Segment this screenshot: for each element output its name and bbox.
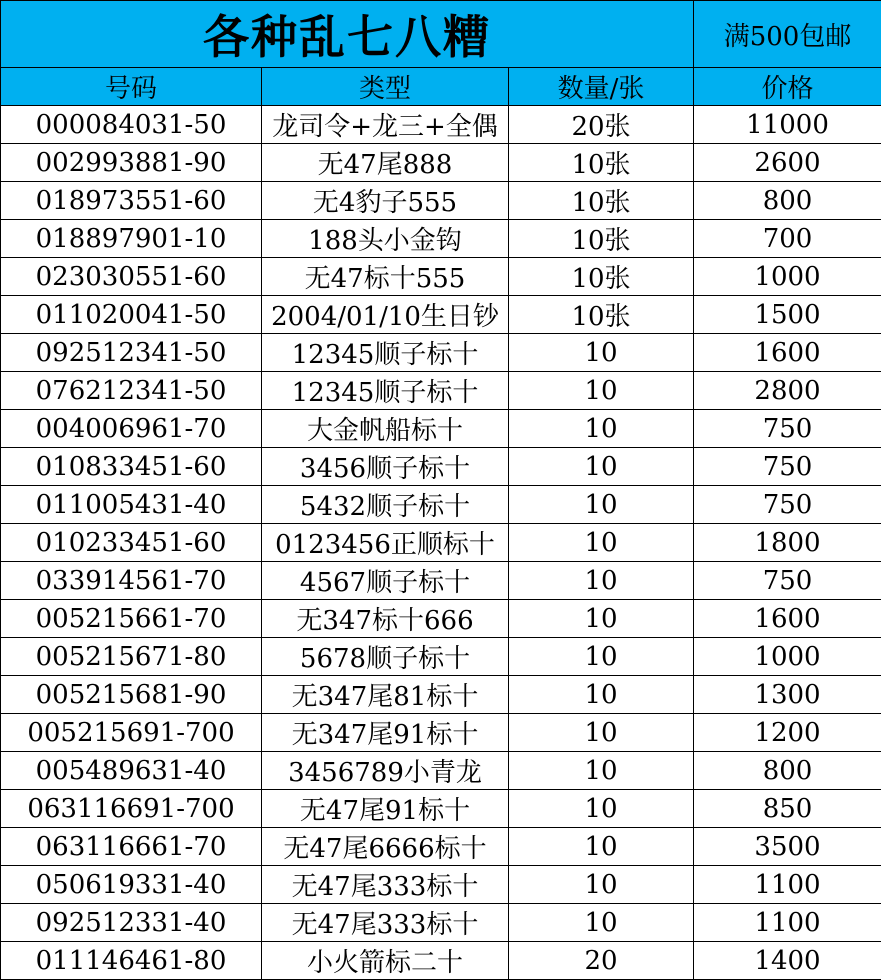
table-title [1, 1, 694, 68]
cell-price: 1100 [694, 904, 881, 942]
cell-number: 063116661-70 [1, 828, 262, 866]
cell-quantity: 10 [509, 486, 694, 524]
cell-number: 010233451-60 [1, 524, 262, 562]
cell-number: 005489631-40 [1, 752, 262, 790]
table-row [1, 790, 881, 828]
table-row [1, 828, 881, 866]
cell-type: 龙司令+龙三+全偶 [262, 106, 509, 144]
cell-quantity: 10张 [509, 144, 694, 182]
cell-quantity: 20张 [509, 106, 694, 144]
cell-type: 0123456正顺标十 [262, 524, 509, 562]
cell-number: 005215681-90 [1, 676, 262, 714]
shipping-note [694, 1, 881, 68]
cell-type: 小火箭标二十 [262, 942, 509, 980]
cell-number: 005215671-80 [1, 638, 262, 676]
table-row [1, 296, 881, 334]
cell-quantity: 10 [509, 448, 694, 486]
cell-number: 092512341-50 [1, 334, 262, 372]
cell-number: 033914561-70 [1, 562, 262, 600]
cell-price: 1800 [694, 524, 881, 562]
cell-number: 011005431-40 [1, 486, 262, 524]
cell-number: 076212341-50 [1, 372, 262, 410]
cell-quantity: 10 [509, 904, 694, 942]
cell-type: 无4豹子555 [262, 182, 509, 220]
cell-number: 023030551-60 [1, 258, 262, 296]
cell-number: 050619331-40 [1, 866, 262, 904]
cell-type: 无47尾888 [262, 144, 509, 182]
table-row [1, 486, 881, 524]
cell-quantity: 10 [509, 676, 694, 714]
column-header-type: 类型 [262, 68, 509, 106]
table-row [1, 752, 881, 790]
table-row [1, 676, 881, 714]
cell-quantity: 10 [509, 828, 694, 866]
cell-type: 3456789小青龙 [262, 752, 509, 790]
cell-quantity: 10 [509, 334, 694, 372]
header-row [1, 68, 881, 106]
cell-number: 010833451-60 [1, 448, 262, 486]
cell-price: 2800 [694, 372, 881, 410]
cell-quantity: 10 [509, 752, 694, 790]
cell-type: 无47尾333标十 [262, 866, 509, 904]
cell-type: 3456顺子标十 [262, 448, 509, 486]
cell-quantity: 10 [509, 638, 694, 676]
cell-quantity: 10 [509, 790, 694, 828]
column-header-price: 价格 [694, 68, 881, 106]
cell-number: 005215661-70 [1, 600, 262, 638]
table-row [1, 638, 881, 676]
cell-quantity: 10张 [509, 220, 694, 258]
cell-number: 063116691-700 [1, 790, 262, 828]
cell-type: 12345顺子标十 [262, 372, 509, 410]
table-row [1, 524, 881, 562]
cell-price: 1400 [694, 942, 881, 980]
cell-price: 1200 [694, 714, 881, 752]
cell-type: 无47尾6666标十 [262, 828, 509, 866]
cell-type: 无347尾91标十 [262, 714, 509, 752]
cell-price: 3500 [694, 828, 881, 866]
cell-type: 无47标十555 [262, 258, 509, 296]
cell-quantity: 10 [509, 410, 694, 448]
cell-price: 850 [694, 790, 881, 828]
cell-price: 11000 [694, 106, 881, 144]
title-row [1, 1, 881, 68]
cell-price: 1300 [694, 676, 881, 714]
cell-quantity: 10 [509, 372, 694, 410]
cell-type: 2004/01/10生日钞 [262, 296, 509, 334]
cell-price: 1000 [694, 638, 881, 676]
cell-type: 5678顺子标十 [262, 638, 509, 676]
cell-price: 750 [694, 448, 881, 486]
table-row [1, 904, 881, 942]
cell-quantity: 10 [509, 600, 694, 638]
cell-quantity: 20 [509, 942, 694, 980]
cell-quantity: 10张 [509, 182, 694, 220]
table-row [1, 714, 881, 752]
cell-price: 1100 [694, 866, 881, 904]
table-row [1, 562, 881, 600]
cell-number: 005215691-700 [1, 714, 262, 752]
cell-price: 2600 [694, 144, 881, 182]
shipping-note-text: 满500包邮 [724, 22, 852, 52]
cell-number: 002993881-90 [1, 144, 262, 182]
cell-price: 750 [694, 410, 881, 448]
cell-price: 1600 [694, 600, 881, 638]
table-row [1, 410, 881, 448]
cell-quantity: 10 [509, 524, 694, 562]
cell-number: 018897901-10 [1, 220, 262, 258]
table-row [1, 182, 881, 220]
table-body [1, 106, 881, 980]
cell-price: 1500 [694, 296, 881, 334]
cell-price: 750 [694, 486, 881, 524]
cell-quantity: 10张 [509, 258, 694, 296]
cell-number: 018973551-60 [1, 182, 262, 220]
table-row [1, 866, 881, 904]
table-row [1, 220, 881, 258]
cell-number: 011020041-50 [1, 296, 262, 334]
cell-number: 092512331-40 [1, 904, 262, 942]
cell-quantity: 10 [509, 562, 694, 600]
cell-price: 750 [694, 562, 881, 600]
title-text: 各种乱七八糟 [203, 10, 491, 64]
table-row [1, 448, 881, 486]
cell-price: 1000 [694, 258, 881, 296]
table-row [1, 372, 881, 410]
cell-type: 大金帆船标十 [262, 410, 509, 448]
cell-type: 5432顺子标十 [262, 486, 509, 524]
cell-type: 4567顺子标十 [262, 562, 509, 600]
table-row [1, 258, 881, 296]
cell-quantity: 10 [509, 866, 694, 904]
column-header-number: 号码 [1, 68, 262, 106]
cell-number: 004006961-70 [1, 410, 262, 448]
column-header-quantity: 数量/张 [509, 68, 694, 106]
cell-type: 无47尾91标十 [262, 790, 509, 828]
cell-number: 011146461-80 [1, 942, 262, 980]
table-row [1, 106, 881, 144]
cell-price: 800 [694, 752, 881, 790]
cell-price: 800 [694, 182, 881, 220]
table-row [1, 144, 881, 182]
cell-type: 无47尾333标十 [262, 904, 509, 942]
table-row [1, 600, 881, 638]
cell-quantity: 10张 [509, 296, 694, 334]
cell-number: 000084031-50 [1, 106, 262, 144]
cell-quantity: 10 [509, 714, 694, 752]
cell-price: 1600 [694, 334, 881, 372]
cell-type: 188头小金钩 [262, 220, 509, 258]
cell-type: 无347标十666 [262, 600, 509, 638]
table-row [1, 334, 881, 372]
cell-type: 无347尾81标十 [262, 676, 509, 714]
cell-type: 12345顺子标十 [262, 334, 509, 372]
table-row [1, 942, 881, 980]
cell-price: 700 [694, 220, 881, 258]
